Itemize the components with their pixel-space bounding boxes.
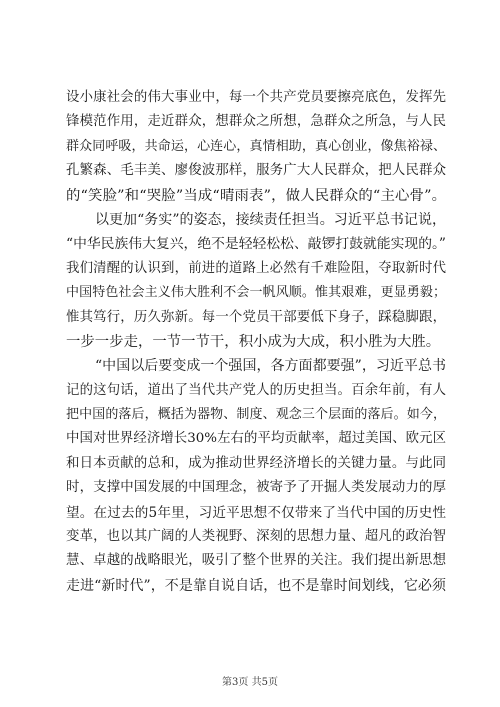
text-line: 走进“新时代”，不是靠自说自话，也不是靠时间划线，它必须 [66, 577, 446, 594]
text-line: 望。在过去的5年里，习近平思想不仅带来了当代中国的历史性 [66, 504, 446, 521]
text-line: 的“笑脸”和“哭脸”当成“晴雨表”，做人民群众的“主心骨”。 [66, 187, 446, 204]
text-line: 变革，也以其广阔的人类视野、深刻的思想力量、超凡的政治智 [66, 529, 446, 545]
text-line: “中国以后要变成一个强国，各方面都要强”，习近平总书 [95, 358, 446, 375]
page-number-footer: 第3页 共5页 [222, 677, 278, 688]
text-line: 中国特色社会主义伟大胜利不会一帆风顺。惟其艰难，更显勇毅； [66, 285, 446, 301]
text-line: 一步一步走，一节一节干，积小成为大成，积小胜为大胜。 [66, 333, 441, 350]
text-line: 记的这句话，道出了当代共产党人的历史担当。百余年前，有人 [66, 382, 446, 398]
text-line: 我们清醒的认识到，前进的道路上必然有千难险阻，夺取新时代 [66, 260, 446, 276]
text-line: 中国对世界经济增长30%左右的平均贡献率，超过美国、欧元区 [66, 431, 446, 447]
text-line: 以更加“务实”的姿态，接续责任担当。习近平总书记说， [95, 211, 446, 228]
text-line: 设小康社会的伟大事业中，每一个共产党员要擦亮底色，发挥先 [66, 90, 446, 105]
text-line: 和日本贡献的总和，成为推动世界经济增长的关键力量。与此同 [66, 455, 446, 471]
text-line: 时，支撑中国发展的中国理念，被寄予了开掘人类发展动力的厚 [66, 480, 446, 496]
text-line: 群众同呼吸，共命运，心连心，真情相助，真心创业，像焦裕禄、 [66, 138, 446, 154]
text-line: 孔繁森、毛丰美、廖俊波那样，服务广大人民群众，把人民群众 [66, 163, 446, 179]
text-line: “中华民族伟大复兴，绝不是轻轻松松、敲锣打鼓就能实现的。” [66, 236, 446, 253]
text-line: 慧、卓越的战略眼光，吸引了整个世界的关注。我们提出新思想 [66, 553, 446, 569]
document-body [66, 86, 446, 598]
text-line: 把中国的落后，概括为器物、制度、观念三个层面的落后。如今， [66, 407, 446, 423]
text-line: 锋模范作用，走近群众，想群众之所想，急群众之所急，与人民 [66, 114, 446, 130]
text-line: 惟其笃行，历久弥新。每一个党员干部要低下身子，踩稳脚跟， [66, 309, 446, 325]
